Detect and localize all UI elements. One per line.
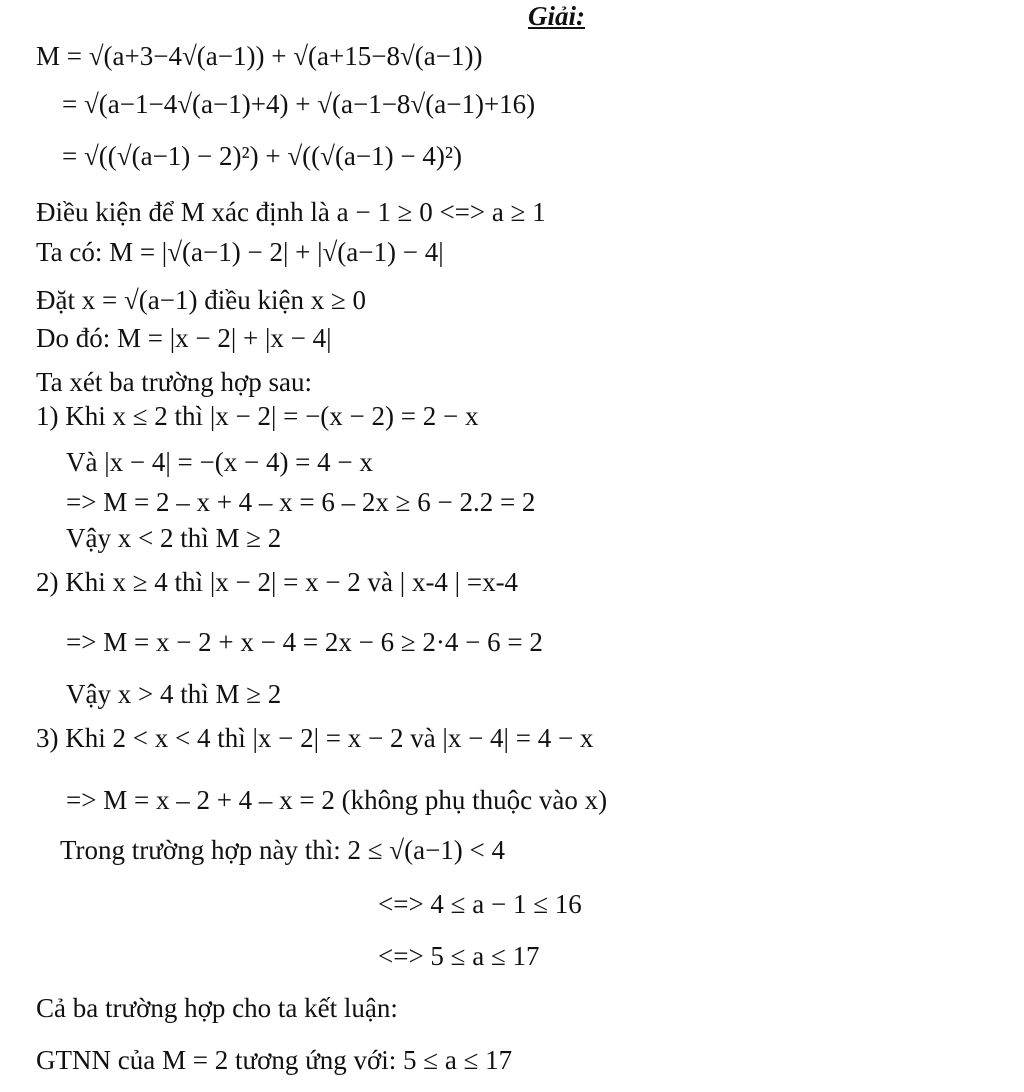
line-three-cases: Ta xét ba trường hợp sau: [36, 367, 312, 397]
case3-equiv-2: <=> 5 ≤ a ≤ 17 [378, 941, 540, 971]
line-M-squares: = √((√(a−1) − 2)²) + √((√(a−1) − 4)²) [62, 141, 462, 171]
line-M-expanded: = √(a−1−4√(a−1)+4) + √(a−1−8√(a−1)+16) [62, 89, 536, 119]
case3-equiv-1: <=> 4 ≤ a − 1 ≤ 16 [378, 889, 582, 919]
line-ta-co: Ta có: M = |√(a−1) − 2| + |√(a−1) − 4| [36, 237, 444, 267]
final-conclusion-intro: Cả ba trường hợp cho ta kết luận: [36, 993, 398, 1023]
case2-conclusion: Vậy x > 4 thì M ≥ 2 [66, 679, 282, 709]
line-M-definition: M = √(a+3−4√(a−1)) + √(a+15−8√(a−1)) [36, 41, 483, 71]
final-answer: GTNN của M = 2 tương ứng với: 5 ≤ a ≤ 17 [36, 1045, 513, 1075]
line-do-do: Do đó: M = |x − 2| + |x − 4| [36, 323, 332, 353]
case1-conclusion: Vậy x < 2 thì M ≥ 2 [66, 523, 282, 553]
case1-result: => M = 2 – x + 4 – x = 6 – 2x ≥ 6 − 2.2 = 2 [66, 487, 536, 517]
case2-condition: 2) Khi x ≥ 4 thì |x − 2| = x − 2 và | x-4 | =x-4 [36, 567, 519, 597]
case3-range: Trong trường hợp này thì: 2 ≤ √(a−1) < 4 [60, 835, 506, 865]
line-substitution: Đặt x = √(a−1) điều kiện x ≥ 0 [36, 285, 367, 315]
case1-condition: 1) Khi x ≤ 2 thì |x − 2| = −(x − 2) = 2 − x [36, 401, 479, 431]
case3-condition: 3) Khi 2 < x < 4 thì |x − 2| = x − 2 và |x − 4| = 4 − x [36, 723, 594, 753]
case2-result: => M = x − 2 + x − 4 = 2x − 6 ≥ 2·4 − 6 = 2 [66, 627, 543, 657]
line-domain-condition: Điều kiện để M xác định là a − 1 ≥ 0 <=> a ≥ 1 [36, 197, 546, 227]
case1-second-abs: Và |x − 4| = −(x − 4) = 4 − x [66, 447, 373, 477]
solution-heading: Giải: [528, 1, 585, 31]
case3-result: => M = x – 2 + 4 – x = 2 (không phụ thuộc vào x) [66, 785, 608, 815]
